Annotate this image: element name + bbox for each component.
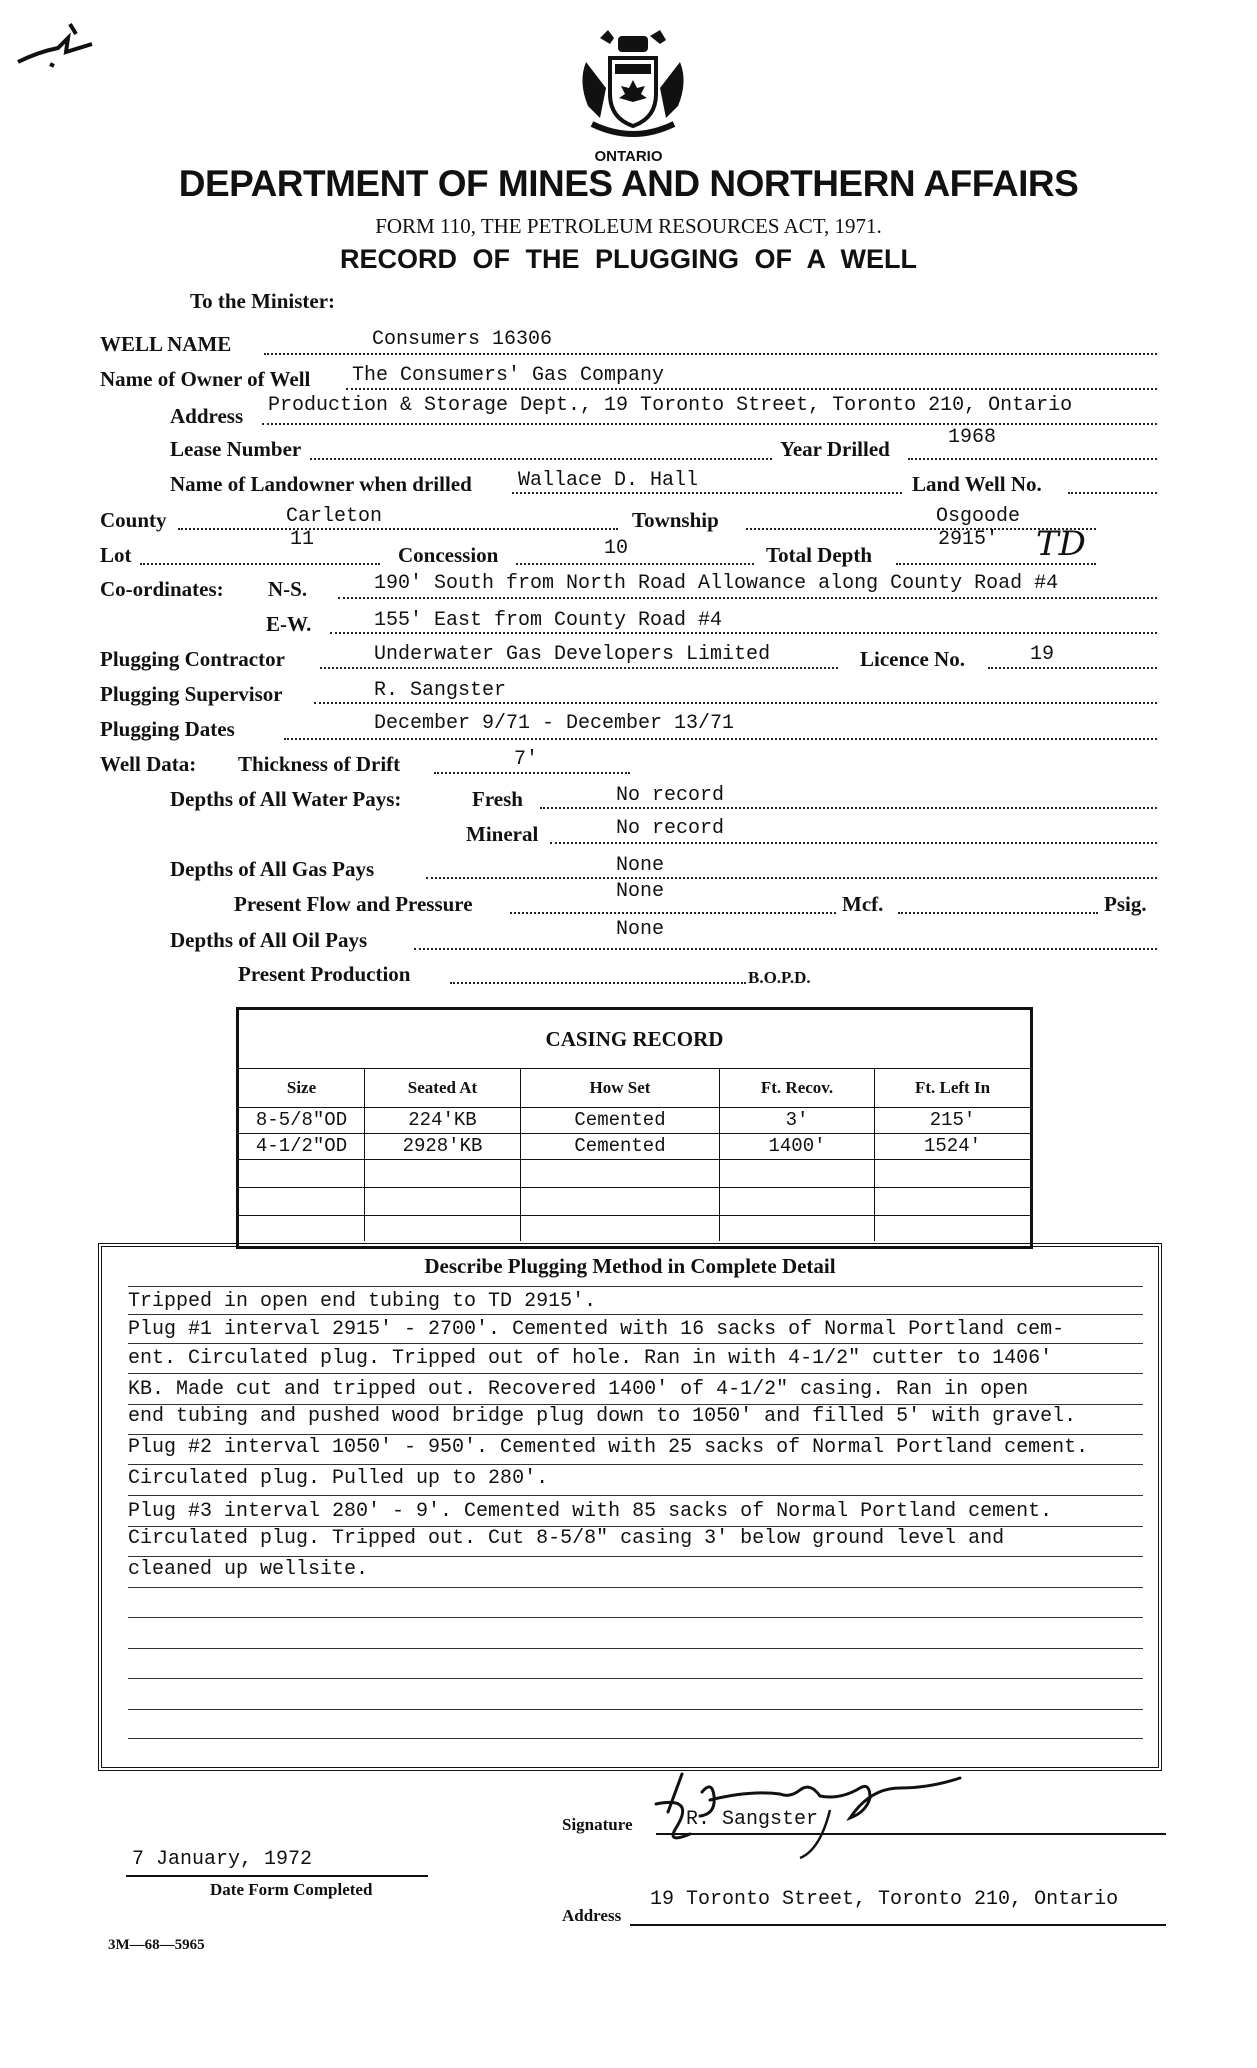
- casing-header-how-set: How Set: [521, 1069, 720, 1107]
- casing-cell: 215': [929, 1109, 976, 1131]
- plugging-method-title: Describe Plugging Method in Complete Detail: [424, 1254, 836, 1278]
- plugging-supervisor-value: R. Sangster: [374, 679, 507, 702]
- date-completed-label: Date Form Completed: [210, 1880, 373, 1899]
- coordinates-label: Co-ordinates:: [100, 577, 224, 601]
- concession-value: 10: [604, 537, 629, 560]
- plugging-dates-value: December 9/71 - December 13/71: [374, 712, 735, 735]
- water-pays-label: Depths of All Water Pays:: [170, 787, 402, 811]
- owner-label: Name of Owner of Well: [100, 367, 311, 391]
- fresh-value: No record: [616, 784, 725, 807]
- address-value: Production & Storage Dept., 19 Toronto Street, Toronto 210, Ontario: [268, 394, 1073, 417]
- licence-no-value: 19: [1030, 643, 1055, 666]
- casing-row: [239, 1159, 1030, 1187]
- plugging-line: end tubing and pushed wood bridge plug down to 1050' and filled 5' with gravel.: [128, 1405, 1077, 1428]
- casing-header-size: Size: [239, 1069, 365, 1107]
- ink-scribble-mark: [10, 20, 100, 70]
- fresh-label: Fresh: [472, 787, 523, 811]
- casing-cell: 2928'KB: [365, 1133, 521, 1159]
- mcf-label: Mcf.: [842, 892, 884, 916]
- year-drilled-value: 1968: [948, 426, 997, 449]
- casing-record-table: [236, 1007, 1033, 1249]
- county-label: County: [100, 508, 167, 532]
- signature-label: Signature: [562, 1815, 633, 1834]
- production-label: Present Production: [238, 962, 411, 986]
- flow-pressure-value: None: [616, 880, 665, 903]
- form-code: 3M—68—5965: [108, 1937, 205, 1953]
- footer-address-label: Address: [562, 1906, 622, 1925]
- flow-pressure-label: Present Flow and Pressure: [234, 892, 473, 916]
- thickness-drift-label: Thickness of Drift: [238, 752, 401, 776]
- date-completed-value: 7 January, 1972: [132, 1848, 313, 1871]
- plugging-contractor-label: Plugging Contractor: [100, 647, 285, 671]
- department-title: DEPARTMENT OF MINES AND NORTHERN AFFAIRS: [178, 163, 1079, 204]
- township-label: Township: [632, 508, 719, 532]
- oil-pays-value: None: [616, 918, 665, 941]
- casing-cell: 1400': [720, 1133, 875, 1159]
- plugging-line: KB. Made cut and tripped out. Recovered 1400' of 4-1/2" casing. Ran in open: [128, 1378, 1029, 1401]
- casing-row: [239, 1187, 1030, 1215]
- plugging-contractor-value: Underwater Gas Developers Limited: [374, 643, 771, 666]
- casing-cell: 8-5/8"OD: [239, 1107, 365, 1133]
- address-label: Address: [170, 404, 244, 428]
- township-value: Osgoode: [936, 505, 1021, 528]
- concession-label: Concession: [398, 543, 499, 567]
- county-value: Carleton: [286, 505, 383, 528]
- casing-cell: 3': [720, 1107, 875, 1133]
- lot-label: Lot: [100, 543, 132, 567]
- year-drilled-label: Year Drilled: [780, 437, 890, 461]
- owner-value: The Consumers' Gas Company: [352, 364, 665, 387]
- lease-number-label: Lease Number: [170, 437, 302, 461]
- casing-cell: Cemented: [521, 1133, 720, 1159]
- ns-label: N-S.: [268, 577, 308, 601]
- casing-header-ft-recov: Ft. Recov.: [720, 1069, 875, 1107]
- handwritten-signature: [650, 1752, 1030, 1862]
- plugging-dates-label: Plugging Dates: [100, 717, 235, 741]
- psig-label: Psig.: [1104, 892, 1147, 916]
- casing-cell: 4-1/2"OD: [239, 1133, 365, 1159]
- casing-cell: 224'KB: [365, 1107, 521, 1133]
- province-label: ONTARIO: [594, 148, 663, 165]
- plugging-line: Plug #1 interval 2915' - 2700'. Cemented with 16 sacks of Normal Portland cem-: [128, 1318, 1065, 1341]
- landowner-value: Wallace D. Hall: [518, 469, 699, 492]
- casing-header-ft-left-in: Ft. Left In: [914, 1077, 991, 1097]
- lot-value: 11: [290, 528, 315, 551]
- mineral-label: Mineral: [466, 822, 539, 846]
- thickness-drift-value: 7': [514, 748, 539, 771]
- well-name-value: Consumers 16306: [372, 328, 553, 351]
- casing-record-title: CASING RECORD: [239, 1010, 1030, 1069]
- plugging-line: ent. Circulated plug. Tripped out of hole. Ran in with 4-1/2" cutter to 1406': [128, 1347, 1053, 1370]
- oil-pays-label: Depths of All Oil Pays: [170, 928, 368, 952]
- casing-cell: 1524': [923, 1135, 981, 1157]
- landowner-label: Name of Landowner when drilled: [170, 472, 472, 496]
- ns-value: 190' South from North Road Allowance along County Road #4: [374, 572, 1059, 595]
- casing-row: [239, 1215, 1030, 1241]
- total-depth-handwritten-mark: TD: [1036, 524, 1086, 564]
- salutation: To the Minister:: [190, 289, 336, 313]
- signature-name: R. Sangster: [686, 1808, 819, 1831]
- licence-no-label: Licence No.: [860, 647, 965, 671]
- gas-pays-label: Depths of All Gas Pays: [170, 857, 375, 881]
- total-depth-value: 2915': [938, 528, 999, 551]
- plugging-line: cleaned up wellsite.: [128, 1558, 369, 1581]
- form-reference: FORM 110, THE PETROLEUM RESOURCES ACT, 1971.: [375, 214, 882, 238]
- plugging-line: Plug #2 interval 1050' - 950'. Cemented with 25 sacks of Normal Portland cement.: [128, 1436, 1089, 1459]
- record-title: RECORD OF THE PLUGGING OF A WELL: [340, 244, 917, 274]
- plugging-line: Circulated plug. Tripped out. Cut 8-5/8" casing 3' below ground level and: [128, 1527, 1005, 1550]
- casing-cell: Cemented: [521, 1107, 720, 1133]
- footer-address-value: 19 Toronto Street, Toronto 210, Ontario: [650, 1888, 1119, 1911]
- total-depth-label: Total Depth: [766, 543, 872, 567]
- land-well-no-label: Land Well No.: [912, 472, 1042, 496]
- plugging-line: Tripped in open end tubing to TD 2915'.: [128, 1290, 597, 1313]
- well-name-label: WELL NAME: [100, 332, 232, 356]
- bopd-label: B.O.P.D.: [748, 968, 811, 987]
- well-data-label: Well Data:: [100, 752, 197, 776]
- ew-value: 155' East from County Road #4: [374, 609, 723, 632]
- plugging-line: Circulated plug. Pulled up to 280'.: [128, 1467, 549, 1490]
- mineral-value: No record: [616, 817, 725, 840]
- casing-row: [239, 1133, 1030, 1159]
- casing-header-seated-at: Seated At: [365, 1069, 521, 1107]
- ew-label: E-W.: [266, 612, 312, 636]
- ontario-coat-of-arms-icon: [570, 28, 696, 143]
- gas-pays-value: None: [616, 854, 665, 877]
- plugging-supervisor-label: Plugging Supervisor: [100, 682, 283, 706]
- plugging-line: Plug #3 interval 280' - 9'. Cemented with 85 sacks of Normal Portland cement.: [128, 1500, 1053, 1523]
- casing-row: [239, 1107, 1030, 1133]
